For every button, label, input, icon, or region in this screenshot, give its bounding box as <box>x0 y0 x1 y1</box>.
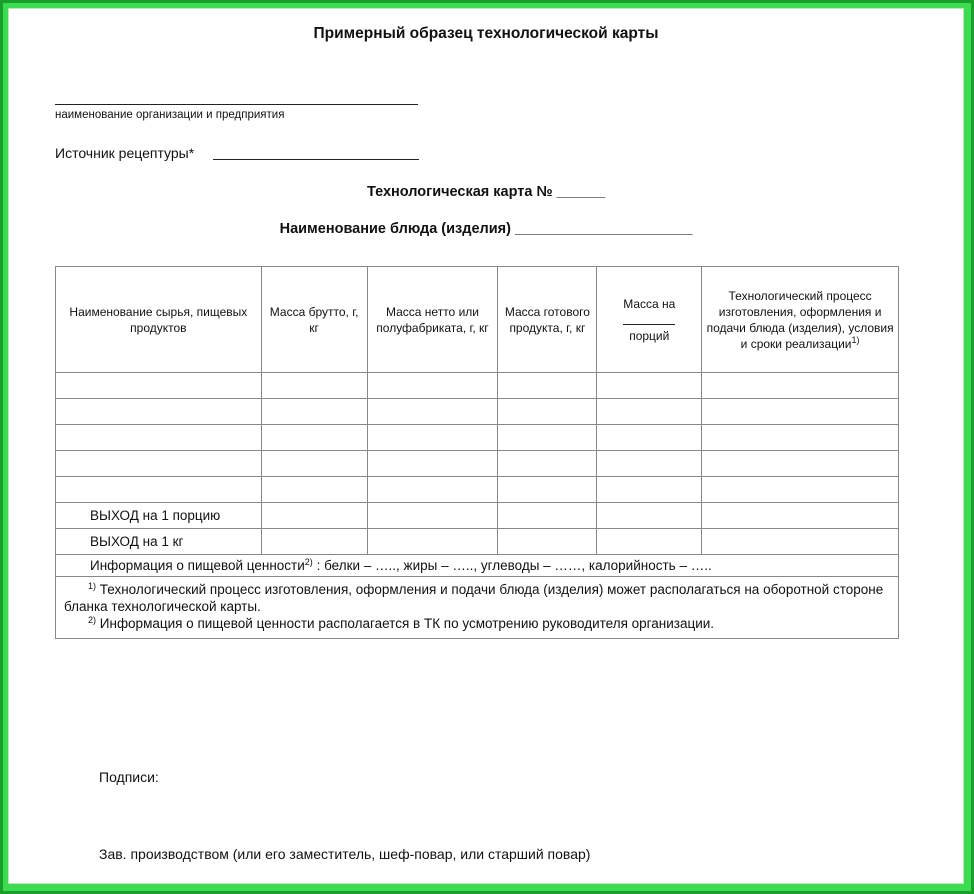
table-row <box>56 373 899 399</box>
dish-name: Наименование блюда (изделия) ______________________ <box>279 221 693 237</box>
footnote-2-text: Информация о пищевой ценности располагается в ТК по усмотрению руководителя организации. <box>99 616 715 631</box>
recipe-source-line <box>213 159 419 160</box>
document-sheet <box>9 9 963 883</box>
portion-count-line <box>623 312 675 325</box>
output-per-portion-label: ВЫХОД на 1 порцию <box>56 503 262 529</box>
footnotes <box>56 577 899 639</box>
nutrition-row <box>56 555 899 577</box>
header-raw-materials: Наименование сырья, пищевых продуктов <box>56 267 262 373</box>
footnote-ref-2: 2) <box>304 557 313 567</box>
nutrition-values: : белки – ….., жиры – ….., углеводы – ……, калорийность – ….. <box>316 558 712 573</box>
tech-card-number: Технологическая карта № ______ <box>366 184 606 200</box>
recipe-source-field <box>55 145 194 161</box>
output-per-portion-row <box>56 503 899 529</box>
document-title: Примерный образец технологической карты <box>313 25 659 42</box>
header-tech-process-text: Технологический процесс изготовления, оформления и подачи блюда (изделия), условия и сроки реализации <box>706 288 894 351</box>
org-name-line <box>55 104 418 105</box>
table-header-row <box>56 267 899 373</box>
footnote-ref-1: 1) <box>851 334 860 345</box>
header-portion-mass-post: порций <box>629 328 670 343</box>
output-per-kg-row <box>56 529 899 555</box>
signatures-label: Подписи: <box>99 769 159 785</box>
footnote-2-marker: 2) <box>88 615 97 625</box>
table-row <box>56 425 899 451</box>
header-portion-mass-pre: Масса на <box>623 296 676 311</box>
header-tech-process <box>702 267 899 373</box>
output-per-kg-label: ВЫХОД на 1 кг <box>56 529 262 555</box>
footnote-1-text: Технологический процесс изготовления, оформления и подачи блюда (изделия) может располагаться на оборотной стороне бланка технологической карты. <box>64 582 884 614</box>
table-row <box>56 451 899 477</box>
nutrition-info <box>56 555 899 577</box>
footnotes-row <box>56 577 899 639</box>
footnote-1-marker: 1) <box>88 581 97 591</box>
header-net-mass: Масса нетто или полуфабриката, г, кг <box>367 267 498 373</box>
header-finished-mass: Масса готового продукта, г, кг <box>498 267 597 373</box>
footnote-2 <box>64 615 890 632</box>
production-chief-signature: Зав. производством (или его заместитель, шеф-повар, или старший повар) <box>99 846 591 862</box>
header-gross-mass: Масса брутто, г, кг <box>261 267 367 373</box>
tech-card-table <box>55 266 899 639</box>
footnote-1 <box>64 581 890 615</box>
recipe-source-label: Источник рецептуры* <box>55 145 195 161</box>
table-row <box>56 477 899 503</box>
nutrition-label: Информация о пищевой ценности <box>90 558 305 573</box>
header-portion-mass <box>597 267 702 373</box>
table-row <box>56 399 899 425</box>
org-name-caption: наименование организации и предприятия <box>55 109 285 121</box>
